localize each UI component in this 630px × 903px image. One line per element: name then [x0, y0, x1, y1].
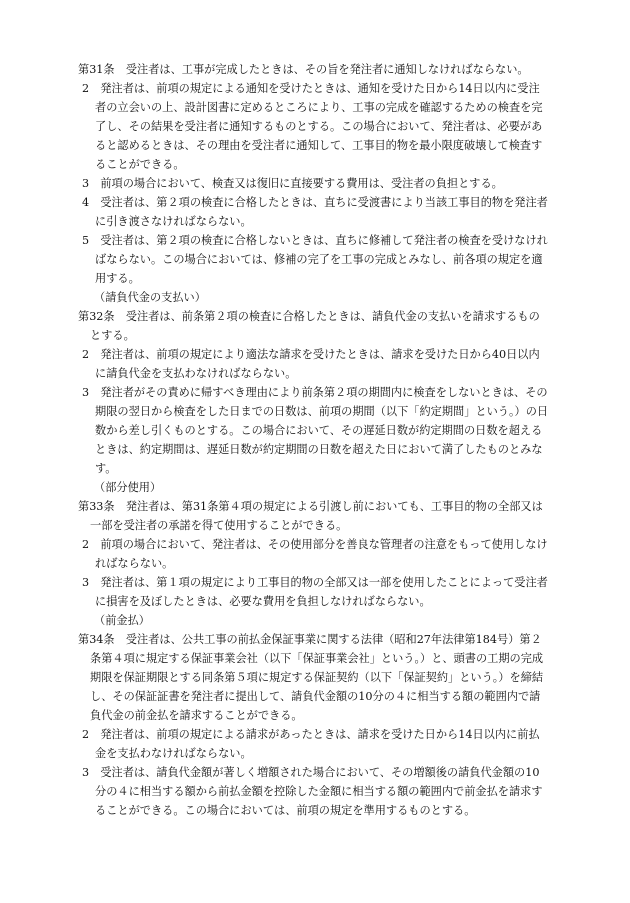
- paragraph-number: 4: [82, 196, 90, 209]
- article-31-para-2: [82, 79, 550, 174]
- paragraph-text: 受注者は、第２項の検査に合格しないときは、直ちに修補して発注者の検査を受けなければならない。この場合においては、修補の完了を工事の完成とみなし、前各項の規定を適用する。: [89, 234, 548, 285]
- paragraph-text: 受注者は、請負代金額が著しく増額された場合において、その増額後の請負代金額の10分の４に相当する額から前払金額を控除した金額に相当する額の範囲内で前金払を請求することができる。この場合においては、前項の規定を準用するものとする。: [89, 766, 543, 817]
- paragraph-number: 3: [82, 177, 90, 190]
- caption-advance-payment: （前金払）: [94, 614, 150, 627]
- paragraph-text: 発注者は、前項の規定による通知を受けたときは、通知を受けた日から14日以内に受注者の立会いの上、設計図書に定めるところにより、工事の完成を確認するための検査を完了し、その結果を受注者に通知するものとする。この場合において、発注者は、必要があると認めるときは、その理由を受注者に通知して、工事目的物を最小限度破壊して検査することができる。: [89, 82, 543, 171]
- paragraph-text: 発注者は、前項の規定により適法な請求を受けたときは、請求を受けた日から40日以内に請負代金を支払わなければならない。: [89, 348, 540, 380]
- article-33-para-3: [82, 573, 550, 611]
- paragraph-number: 2: [82, 728, 90, 741]
- paragraph-text: 発注者は、前項の規定による請求があったときは、請求を受けた日から14日以内に前払金を支払わなければならない。: [89, 728, 540, 760]
- article-32-para-3: [82, 383, 550, 478]
- paragraph-number: 3: [82, 766, 90, 779]
- article-34-para-3: [82, 763, 550, 820]
- article-number: 第32条: [78, 310, 115, 323]
- paragraph-number: 2: [82, 348, 90, 361]
- article-33: [78, 497, 550, 535]
- paragraph-number: 2: [82, 82, 90, 95]
- article-number: 第34条: [78, 633, 115, 646]
- article-text: 発注者は、第31条第４項の規定による引渡し前においても、工事目的物の全部又は一部を受注者の承諾を得て使用することができる。: [90, 500, 543, 532]
- paragraph-text: 発注者がその責めに帰すべき理由により前条第２項の期間内に検査をしないときは、その期限の翌日から検査をした日までの日数は、前項の期間（以下「約定期間」という。）の日数から差し引くものとする。この場合において、その遅延日数が約定期間の日数を超えるときは、約定期間は、遅延日数が約定期間の日数を超えた日において満了したものとみなす。: [89, 386, 549, 475]
- paragraph-number: 2: [82, 538, 90, 551]
- article-33-para-2: [82, 535, 550, 573]
- caption-payment: （請負代金の支払い）: [94, 291, 206, 304]
- article-32-para-2: [82, 345, 550, 383]
- document-page: [78, 60, 550, 820]
- article-text: 受注者は、前条第２項の検査に合格したときは、請負代金の支払いを請求するものとする。: [90, 310, 540, 342]
- article-34-para-2: [82, 725, 550, 763]
- article-text: 受注者は、工事が完成したときは、その旨を発注者に通知しなければならない。: [114, 63, 529, 76]
- paragraph-text: 受注者は、第２項の検査に合格したときは、直ちに受渡書により当該工事目的物を発注者に引き渡さなければならない。: [89, 196, 548, 228]
- article-31-para-3: [82, 174, 550, 193]
- article-32: [78, 307, 550, 345]
- article-number: 第31条: [78, 63, 115, 76]
- article-31: [78, 60, 550, 79]
- paragraph-number: 3: [82, 386, 90, 399]
- paragraph-text: 発注者は、第１項の規定により工事目的物の全部又は一部を使用したことによって受注者に損害を及ぼしたときは、必要な費用を負担しなければならない。: [89, 576, 548, 608]
- paragraph-number: 3: [82, 576, 90, 589]
- article-31-para-5: [82, 231, 550, 288]
- paragraph-number: 5: [82, 234, 90, 247]
- caption-partial-use: （部分使用）: [94, 481, 162, 494]
- paragraph-text: 前項の場合において、発注者は、その使用部分を善良な管理者の注意をもって使用しなければならない。: [89, 538, 548, 570]
- article-text: 受注者は、公共工事の前払金保証事業に関する法律（昭和27年法律第184号）第２条第４項に規定する保証事業会社（以下「保証事業会社」という。）と、頭書の工期の完成期限を保証期限とする同条第５項に規定する保証契約（以下「保証契約」という。）を締結し、その保証証書を発注者に提出して、請負代金額の10分の４に相当する額の範囲内で請負代金の前金払を請求することができる。: [90, 633, 544, 722]
- article-number: 第33条: [78, 500, 115, 513]
- article-34: [78, 630, 550, 725]
- paragraph-text: 前項の場合において、検査又は復旧に直接要する費用は、受注者の負担とする。: [89, 177, 503, 190]
- article-31-para-4: [82, 193, 550, 231]
